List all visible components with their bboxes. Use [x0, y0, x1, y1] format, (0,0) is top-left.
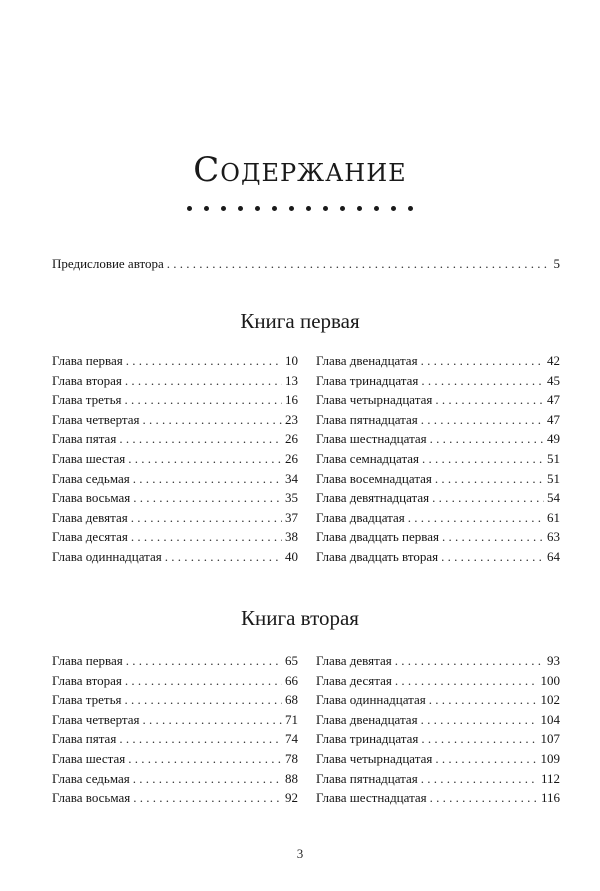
- toc-entry: [52, 449, 298, 469]
- toc-entry-page: 45: [547, 372, 560, 388]
- dot-leader: [133, 469, 282, 489]
- dot-leader: [435, 469, 544, 489]
- ornament-dot: [272, 206, 277, 211]
- toc-entry-label: Глава двадцатая: [316, 509, 405, 525]
- toc-entry-page: 51: [547, 450, 560, 466]
- toc-entry: [316, 788, 560, 808]
- toc-entry: [52, 254, 560, 274]
- toc-entry-page: 16: [285, 392, 298, 408]
- toc-entry: [52, 729, 298, 749]
- dot-leader: [133, 769, 282, 789]
- toc-entry-label: Глава третья: [52, 692, 122, 708]
- dot-leader: [133, 488, 282, 508]
- toc-entry: [316, 729, 560, 749]
- book-title: Книга вторая: [241, 606, 359, 630]
- toc-entry-page: 63: [547, 529, 560, 545]
- toc-entry-page: 10: [285, 353, 298, 368]
- toc-entry-page: 42: [547, 353, 560, 368]
- toc-entry-page: 35: [285, 490, 298, 506]
- toc-entry-page: 78: [285, 750, 298, 766]
- toc-entry-label: Глава пятая: [52, 431, 117, 447]
- toc-entry: [52, 527, 298, 547]
- ornament-dot: [221, 206, 226, 211]
- dot-leader: [143, 710, 282, 730]
- toc-entry-page: 54: [547, 490, 560, 506]
- ornament-dot: [187, 206, 192, 211]
- toc-entry-page: 112: [540, 770, 560, 786]
- toc-entry-page: 26: [285, 450, 298, 466]
- toc-entry-label: Глава первая: [52, 353, 123, 368]
- toc-entry: [316, 449, 560, 469]
- dot-leader: [131, 527, 282, 547]
- toc-entry: [52, 410, 298, 430]
- toc-entry-label: Глава шестнадцатая: [316, 431, 427, 447]
- toc-entry-label: Глава первая: [52, 653, 123, 668]
- toc-entry-label: Глава шестая: [52, 450, 126, 466]
- dot-leader: [126, 351, 282, 371]
- toc-entry: [316, 410, 560, 430]
- toc-entry-label: Глава двадцать вторая: [316, 548, 439, 564]
- book-title: Книга первая: [240, 309, 360, 333]
- toc-entry-page: 38: [285, 529, 298, 545]
- toc-entry: [52, 488, 298, 508]
- toc-entry: [52, 710, 298, 730]
- dot-leader: [430, 429, 544, 449]
- toc-entry-label: Глава девятая: [52, 509, 128, 525]
- ornament-dot: [289, 206, 294, 211]
- ornament-dot: [340, 206, 345, 211]
- toc-entry: [316, 351, 560, 371]
- dot-leader: [119, 729, 282, 749]
- toc-entry-page: 65: [285, 653, 298, 668]
- toc-entry-page: 5: [553, 256, 560, 271]
- toc-entry-label: Глава пятнадцатая: [316, 770, 418, 786]
- dot-leader: [143, 410, 282, 430]
- toc-entry-label: Глава вторая: [52, 372, 122, 388]
- toc-entry-label: Глава тринадцатая: [316, 731, 419, 747]
- page-title: Содержание: [193, 150, 407, 190]
- toc-entry-page: 71: [285, 711, 298, 727]
- dot-leader: [126, 651, 282, 671]
- dot-leader: [124, 690, 282, 710]
- toc-entry-page: 51: [547, 470, 560, 486]
- ornament-dot: [306, 206, 311, 211]
- ornament-dot: [204, 206, 209, 211]
- toc-entry-label: Глава восьмая: [52, 490, 131, 506]
- toc-entry-label: Глава четырнадцатая: [316, 750, 433, 766]
- toc-entry-page: 68: [285, 692, 298, 708]
- dot-leader: [432, 488, 544, 508]
- dot-leader: [421, 729, 537, 749]
- toc-entry-label: Глава десятая: [52, 529, 128, 545]
- toc-entry-page: 40: [285, 548, 298, 564]
- toc-entry-label: Глава двенадцатая: [316, 711, 418, 727]
- toc-entry-label: Глава шестая: [52, 750, 126, 766]
- dot-leader: [167, 254, 551, 274]
- toc-entry: [316, 547, 560, 567]
- dot-leader: [421, 710, 538, 730]
- toc-entry-label: Глава тринадцатая: [316, 372, 419, 388]
- toc-entry: [316, 371, 560, 391]
- toc-entry-page: 49: [547, 431, 560, 447]
- toc-entry: [52, 469, 298, 489]
- toc-entry-page: 116: [540, 790, 560, 806]
- toc-entry-label: Глава двенадцатая: [316, 353, 418, 368]
- toc-entry: [316, 710, 560, 730]
- toc-entry-label: Глава четвертая: [52, 711, 140, 727]
- dot-leader: [395, 651, 544, 671]
- toc-column-right: [316, 651, 560, 808]
- toc-entry: [52, 651, 298, 671]
- ornament-dot: [255, 206, 260, 211]
- toc-entry: [52, 390, 298, 410]
- ornament-dot: [408, 206, 413, 211]
- dot-leader: [441, 547, 544, 567]
- toc-entry: [52, 508, 298, 528]
- toc-entry-page: 61: [547, 509, 560, 525]
- toc-entry: [52, 351, 298, 371]
- toc-entry-page: 37: [285, 509, 298, 525]
- dot-leader: [128, 449, 282, 469]
- ornament-dot: [374, 206, 379, 211]
- toc-entry: [316, 488, 560, 508]
- toc-entry-page: 26: [285, 431, 298, 447]
- ornament-dot: [391, 206, 396, 211]
- toc-column-left: [52, 651, 298, 808]
- dot-leader: [128, 749, 282, 769]
- toc-entry-label: Предисловие автора: [52, 256, 164, 271]
- toc-entry-label: Глава одиннадцатая: [52, 548, 162, 564]
- toc-entry-label: Глава одиннадцатая: [316, 692, 426, 708]
- toc-entry: [52, 671, 298, 691]
- toc-entry-label: Глава десятая: [316, 672, 392, 688]
- toc-entry-page: 107: [540, 731, 560, 747]
- dot-leader: [421, 351, 544, 371]
- dot-leader: [125, 671, 282, 691]
- toc-entry-label: Глава девятая: [316, 653, 392, 668]
- toc-entry: [52, 547, 298, 567]
- toc-entry: [52, 371, 298, 391]
- toc-entry-label: Глава четвертая: [52, 411, 140, 427]
- toc-entry-label: Глава седьмая: [52, 770, 130, 786]
- ornament-dot: [357, 206, 362, 211]
- toc-column-right: [316, 351, 560, 567]
- toc-entry-page: 13: [285, 372, 298, 388]
- toc-entry-page: 92: [285, 790, 298, 806]
- toc-entry: [52, 690, 298, 710]
- toc-entry-label: Глава седьмая: [52, 470, 130, 486]
- toc-entry-label: Глава вторая: [52, 672, 122, 688]
- toc-entry: [316, 749, 560, 769]
- toc-column-left: [52, 351, 298, 567]
- dot-leader: [408, 508, 544, 528]
- toc-entry: [316, 527, 560, 547]
- dot-leader: [442, 527, 544, 547]
- toc-entry: [316, 429, 560, 449]
- toc-entry: [316, 690, 560, 710]
- dot-leader: [131, 508, 282, 528]
- dot-leader: [422, 449, 544, 469]
- toc-entry-label: Глава четырнадцатая: [316, 392, 433, 408]
- toc-entry-page: 109: [540, 750, 560, 766]
- dot-leader: [430, 788, 538, 808]
- toc-entry-page: 88: [285, 770, 298, 786]
- toc-entry-label: Глава восьмая: [52, 790, 131, 806]
- dot-leader: [435, 390, 544, 410]
- dot-leader: [124, 390, 282, 410]
- toc-entry-label: Глава семнадцатая: [316, 450, 420, 466]
- dot-leader: [119, 429, 282, 449]
- toc-entry: [316, 508, 560, 528]
- title-ornament: [0, 206, 600, 211]
- toc-entry-label: Глава шестнадцатая: [316, 790, 427, 806]
- toc-entry: [316, 469, 560, 489]
- dot-leader: [421, 410, 544, 430]
- toc-entry-page: 66: [285, 672, 298, 688]
- toc-entry-label: Глава пятнадцатая: [316, 411, 418, 427]
- toc-entry-page: 64: [547, 548, 560, 564]
- toc-entry-page: 47: [547, 411, 560, 427]
- dot-leader: [133, 788, 282, 808]
- toc-entry-page: 23: [285, 411, 298, 427]
- toc-entry-page: 102: [540, 692, 560, 708]
- toc-entry: [316, 671, 560, 691]
- toc-entry: [52, 769, 298, 789]
- dot-leader: [429, 690, 538, 710]
- page-number: 3: [296, 846, 304, 861]
- toc-entry-label: Глава восемнадцатая: [316, 470, 432, 486]
- toc-entry-label: Глава третья: [52, 392, 122, 408]
- toc-entry-label: Глава двадцать первая: [316, 529, 439, 545]
- toc-entry-page: 34: [285, 470, 298, 486]
- toc-entry: [52, 788, 298, 808]
- toc-entry-label: Глава девятнадцатая: [316, 490, 430, 506]
- preface-entry: [52, 254, 560, 274]
- ornament-dot: [238, 206, 243, 211]
- toc-entry: [52, 749, 298, 769]
- toc-entry-page: 93: [547, 653, 560, 668]
- toc-entry: [316, 651, 560, 671]
- ornament-dot: [323, 206, 328, 211]
- toc-entry-page: 104: [540, 711, 560, 727]
- dot-leader: [125, 371, 282, 391]
- dot-leader: [435, 749, 537, 769]
- toc-entry: [52, 429, 298, 449]
- toc-entry-page: 47: [547, 392, 560, 408]
- toc-entry-page: 74: [285, 731, 298, 747]
- toc-entry: [316, 769, 560, 789]
- toc-entry-page: 100: [540, 672, 560, 688]
- dot-leader: [421, 769, 538, 789]
- toc-entry: [316, 390, 560, 410]
- dot-leader: [395, 671, 538, 691]
- dot-leader: [421, 371, 544, 391]
- dot-leader: [165, 547, 282, 567]
- toc-entry-label: Глава пятая: [52, 731, 117, 747]
